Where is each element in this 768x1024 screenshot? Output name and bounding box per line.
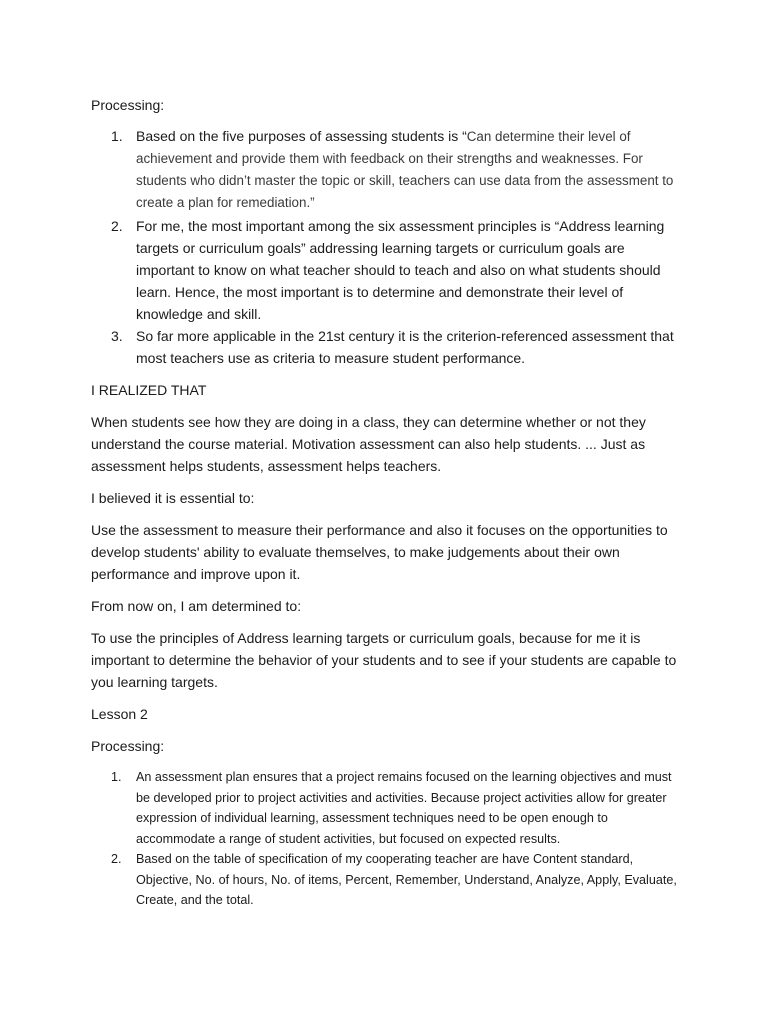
list-item-text: So far more applicable in the 21st century it is the criterion-referenced assessment that most teachers use as criteria to measure student performance.	[136, 328, 674, 366]
believed-heading: I believed it is essential to:	[91, 490, 255, 506]
list-number: 2.	[111, 852, 122, 866]
list-item-text: For me, the most important among the six assessment principles is “Address learning targets or curriculum goals” addressing learning targets or curriculum goals are important to know on what teacher should to teach and also on what students should learn. Hence, the most important is to determine and demonstrate their level of knowledge and skill.	[136, 218, 665, 322]
list-item	[91, 849, 681, 911]
document-body	[91, 94, 681, 911]
list-item-quote: Can determine their level of achievement and provide them with feedback on their strengths and weaknesses. For students who didn’t master the topic or skill, teachers can use data from the assessment to create a plan for remediation.”	[136, 129, 674, 210]
list-item-lead: Based on the five purposes of assessing students is “	[136, 128, 467, 144]
list-number: 2.	[111, 218, 123, 234]
believed-text: Use the assessment to measure their performance and also it focuses on the opportunities to develop students' ability to evaluate themselves, to make judgements about their own performance and improve upon it.	[91, 522, 668, 582]
determined-text: To use the principles of Address learning targets or curriculum goals, because for me it is important to determine the behavior of your students and to see if your students are capable to you learning targets.	[91, 630, 677, 690]
lesson2-title: Lesson 2	[91, 706, 148, 722]
realized-text: When students see how they are doing in a class, they can determine whether or not they understand the course material. Motivation assessment can also help students. ... Just as assessment helps students, assessment helps teachers.	[91, 414, 646, 474]
lesson2-processing-heading: Processing:	[91, 738, 165, 754]
list-item-text: Based on the table of specification of my cooperating teacher are have Content standard, Objective, No. of hours, No. of items, Percent, Remember, Understand, Analyze, Apply, Evaluate, Create, and the total.	[136, 852, 677, 907]
list-number: 1.	[111, 770, 122, 784]
list-item-text: An assessment plan ensures that a project remains focused on the learning objectives and must be developed prior to project activities and activities. Because project activities allow for greater expression of individual learning, assessment techniques need to be open enough to accommodate a range of student activities, but focused on expected results.	[136, 770, 672, 846]
lesson2-list	[91, 767, 681, 911]
list-item	[91, 215, 681, 325]
determined-heading: From now on, I am determined to:	[91, 598, 302, 614]
list-number: 3.	[111, 328, 123, 344]
list-item	[91, 125, 681, 213]
processing-list	[91, 125, 681, 369]
list-item	[91, 767, 681, 849]
list-item	[91, 325, 681, 369]
realized-heading: I REALIZED THAT	[91, 382, 207, 398]
processing-heading: Processing:	[91, 97, 165, 113]
list-number: 1.	[111, 128, 123, 144]
